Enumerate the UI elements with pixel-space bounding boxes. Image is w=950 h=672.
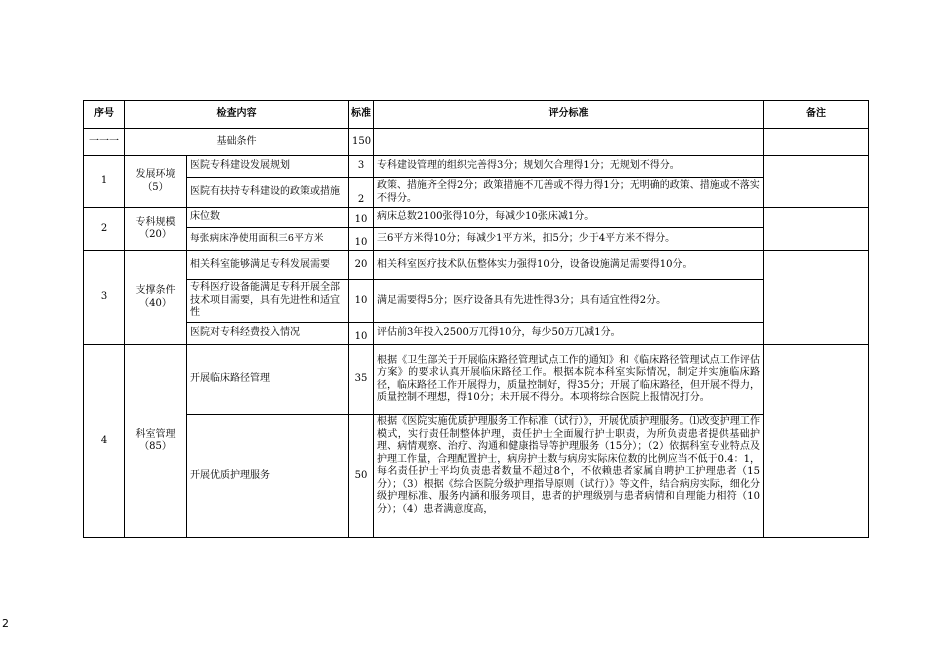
item-criteria: 病床总数2100张得10分，每减少10张床减1分。 — [374, 208, 764, 228]
basic-criteria — [374, 129, 764, 156]
item-content: 相关科室能够满足专科发展需要 — [187, 251, 349, 280]
page-number: 2 — [2, 617, 9, 630]
group-category — [125, 345, 187, 538]
item-score: 10 — [349, 228, 374, 251]
header-remark: 备注 — [764, 101, 869, 129]
header-content: 检查内容 — [125, 101, 349, 129]
item-criteria: 评估前3年投入2500万兀得10分，每少50万兀减1分。 — [374, 323, 764, 345]
group-category — [125, 208, 187, 251]
category-label: 发展环境 — [135, 169, 176, 180]
group-seq: 1 — [84, 156, 125, 208]
table-row — [84, 345, 869, 415]
header-criteria: 评分标准 — [374, 101, 764, 129]
group-seq: 4 — [84, 345, 125, 538]
table-row — [84, 415, 869, 538]
category-label: 科室管理 — [135, 428, 176, 440]
item-criteria: 满足需要得5分；医疗设备具有先进性得3分；具有适宜性得2分。 — [374, 280, 764, 323]
item-remark — [764, 208, 869, 251]
category-score: （5） — [142, 181, 169, 193]
item-score: 50 — [349, 415, 374, 538]
header-seq: 序号 — [84, 101, 125, 129]
item-criteria: 政策、措施齐全得2分；政策措施不兀善或不得力得1分；无明确的政策、措施或不落实不得分。 — [374, 178, 764, 208]
category-label: 专科规模 — [135, 216, 176, 228]
item-remark — [764, 251, 869, 345]
item-remark — [764, 156, 869, 208]
item-content: 开展优质护理服务 — [187, 415, 349, 538]
item-score: 10 — [349, 208, 374, 228]
item-score: 20 — [349, 251, 374, 280]
item-content: 每张病床净使用面积三6平方米 — [187, 228, 349, 251]
category-score: （40） — [139, 297, 172, 309]
table-row — [84, 323, 869, 345]
item-content: 医院有扶持专科建设的政策或措施 — [187, 178, 349, 208]
basic-remark — [764, 129, 869, 156]
item-criteria: 根据《医院实施优质护理服务工作标准（试行）》，开展优质护理服务。⑴改变护理工作模式，实行责任制整体护理，责任护士全面履行护士职责，为所负责患者提供基础护理、病情观察、治疗、沟通和健康指导等护理服务（15分）；（2）依据科室专业特点及护理工作量，合理配置护士，病房护士数与病房实际床位数的比例应当不低于0.4：1，每名责任护士平均负责患者数量不超过8个，不依赖患者家属自聘护工护理患者（15分）；（3）根据《综合医院分级护理指导原则（试行）》等文件，结合病房实际，细化分级护理标准、服务内涵和服务项目，患者的护理级别与患者病情和自理能力相符（10分）；（4）患者满意度高， — [374, 415, 764, 538]
group-category — [125, 251, 187, 345]
item-content: 床位数 — [187, 208, 349, 228]
item-score: 3 — [349, 156, 374, 178]
table-row — [84, 280, 869, 323]
item-content: 专科医疗设备能满足专科开展全部技术项目需要，具有先进性和适宜性 — [187, 280, 349, 323]
category-label: 支撑条件 — [135, 285, 176, 296]
table-row — [84, 208, 869, 228]
group-category — [125, 156, 187, 208]
table-row — [84, 251, 869, 280]
header-standard: 标准 — [349, 101, 374, 129]
basic-row — [84, 129, 869, 156]
category-score: （85） — [139, 441, 172, 452]
basic-seq: 一一一 — [84, 129, 125, 156]
category-score: （20） — [139, 229, 172, 240]
item-score: 2 — [349, 178, 374, 208]
item-criteria: 相关科室医疗技术队伍整体实力强得10分，设备设施满足需要得10分。 — [374, 251, 764, 280]
item-criteria: 专科建设管理的组织完善得3分；规划欠合理得1分；无规划不得分。 — [374, 156, 764, 178]
evaluation-table — [83, 100, 869, 538]
item-content: 医院专科建设发展规划 — [187, 156, 349, 178]
basic-label: 基础条件 — [125, 129, 349, 156]
item-content: 医院对专科经费投入情况 — [187, 323, 349, 345]
table-row — [84, 156, 869, 178]
item-content: 开展临床路径管理 — [187, 345, 349, 415]
item-score: 10 — [349, 280, 374, 323]
header-row — [84, 101, 869, 129]
item-score: 10 — [349, 323, 374, 345]
group-seq: 3 — [84, 251, 125, 345]
item-remark — [764, 345, 869, 538]
table-row — [84, 178, 869, 208]
item-criteria: 根据《卫生部关于开展临床路径管理试点工作的通知》和《临床路径管理试点工作评估方案》的要求认真开展临床路径工作。根据本院本科室实际情况，制定并实施临床路径，临床路径工作开展得力，质量控制好，得35分；开展了临床路径，但开展不得力，质量控制不理想，得10分；未开展不得分。本项将综合医院上报情况打分。 — [374, 345, 764, 415]
basic-score: 150 — [349, 129, 374, 156]
item-criteria: 三6平方米得10分；每减少1平方米，扣5分；少于4平方米不得分。 — [374, 228, 764, 251]
group-seq: 2 — [84, 208, 125, 251]
table-row — [84, 228, 869, 251]
item-score: 35 — [349, 345, 374, 415]
